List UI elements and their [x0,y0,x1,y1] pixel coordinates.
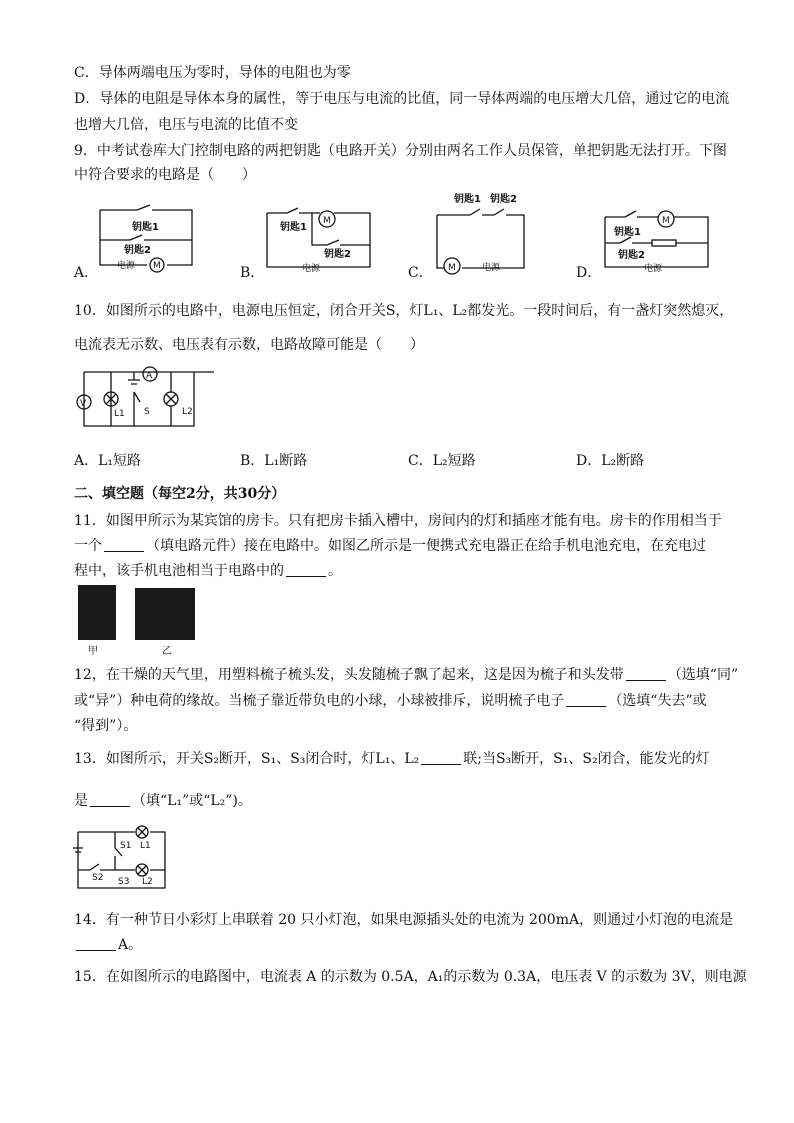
q12-text-c: 或“异”）种电荷的缘故。当梳子靠近带负电的小球，小球被排斥，说明梳子电子 [74,693,565,709]
q11-stem-line1: 11．如图甲所示为某宾馆的房卡。只有把房卡插入槽中，房间内的灯和插座才能有电。房卡的作用相当于 [74,513,722,529]
q11-blank-1[interactable] [104,537,144,552]
q12-text-a: 12，在干燥的天气里，用塑料梳子梳头发，头发随梳子飘了起来，这是因为梳子和头发带 [74,667,624,683]
q13-s2-label: S2 [92,873,104,883]
q13-text-a: 13．如图所示，开关S₂断开，S₁、S₃闭合时，灯L₁、L₂ [74,751,420,767]
q9-circuit-d [600,205,715,277]
q12-stem-line1 [74,666,738,684]
q10-l2-label: L2 [182,407,193,417]
q9-a-power-label: 电源 [117,261,136,271]
q9-option-b-label: B． [240,265,265,281]
q13-text-b: 联;当S₃断开，S₁、S₂闭合，能发光的灯 [463,751,710,767]
q10-option-a: A．L₁短路 [74,453,142,469]
q13-circuit [70,826,180,898]
q12-stem-line2 [74,692,707,710]
q9-d-key2-label: 钥匙2 [618,250,645,261]
q11-caption-a: 甲 [88,646,98,657]
q13-s1-label: S1 [120,841,132,851]
q11-stem-line2 [74,537,706,555]
q8-option-d-line1: D．导体的电阻是导体本身的属性，等于电压与电流的比值，同一导体两端的电压增大几倍，通过它的电流 [74,91,730,107]
q13-stem-line2 [74,792,252,810]
section-heading-fill-in: 二、填空题（每空2分，共30分） [74,486,286,502]
q12-stem-line3: “得到”）。 [74,718,138,734]
q14-stem-line1: 14．有一种节日小彩灯上串联着 20 只小灯泡，如果电源插头处的电流为 200mA，则通过小灯泡的电流是 [74,912,734,928]
q9-b-power-label: 电源 [302,264,321,274]
q13-text-d: （填“L₁”或“L₂”)。 [132,793,252,809]
q10-option-c: C．L₂短路 [408,453,476,469]
q13-blank-1[interactable] [421,750,461,765]
q10-stem-line2: 电流表无示数、电压表有示数，电路故障可能是（ ） [74,337,424,353]
q11-charger-photo [135,588,195,640]
q10-ammeter-symbol: A [146,371,153,381]
q9-c-key2-label: 钥匙2 [490,194,517,205]
q11-text-a: 一个 [74,538,102,554]
q9-c-motor-symbol: M [448,263,456,273]
q13-stem-line1 [74,750,710,768]
q9-circuit-a [92,200,202,275]
q11-room-card-photo [78,585,116,640]
q13-s3-label: S3 [118,877,130,887]
q9-circuit-b [262,205,377,275]
q9-d-key1-label: 钥匙1 [614,227,641,238]
q12-blank-2[interactable] [566,692,606,707]
q10-switch-label: S [144,407,150,417]
q9-circuit-c [432,190,532,278]
q9-b-key2-label: 钥匙2 [324,249,351,260]
q8-option-d-line2: 也增大几倍，电压与电流的比值不变 [74,117,298,133]
q13-l2-label: L2 [142,877,153,887]
q11-caption-b: 乙 [162,646,172,657]
q14-stem-line2 [74,936,142,954]
q9-stem-line1: 9．中考试卷库大门控制电路的两把钥匙（电路开关）分别由两名工作人员保管，单把钥匙无法打开。下图 [74,143,727,159]
q9-b-key1-label: 钥匙1 [280,222,307,233]
q12-text-b: （选填“同” [667,667,739,683]
q8-option-c: C．导体两端电压为零时，导体的电阻也为零 [74,65,351,81]
q9-a-key1-label: 钥匙1 [132,222,159,233]
q12-text-d: （选填“失去”或 [608,693,707,709]
q14-text-unit: A。 [118,937,143,953]
q15-stem-line1: 15．在如图所示的电路图中，电流表 A 的示数为 0.5A，A₁的示数为 0.3A，电压表 V 的示数为 3V，则电源 [74,969,747,985]
q9-a-key2-label: 钥匙2 [124,245,151,256]
q11-blank-2[interactable] [286,562,326,577]
q10-option-b: B．L₁断路 [240,453,308,469]
q11-text-d: 。 [328,563,342,579]
q9-option-d-label: D． [576,265,602,281]
q10-option-d: D．L₂断路 [576,453,645,469]
q9-d-motor-symbol: M [662,216,670,226]
q13-l1-label: L1 [140,841,151,851]
q9-option-a-label: A． [74,265,99,281]
q13-blank-2[interactable] [90,792,130,807]
q9-d-power-label: 电源 [644,264,663,274]
q9-a-motor-symbol: M [153,261,161,271]
q9-c-power-label: 电源 [482,263,501,273]
q10-circuit [76,362,201,432]
q9-stem-line2: 中符合要求的电路是（ ） [74,167,256,183]
q12-blank-1[interactable] [626,666,666,681]
q11-stem-line3 [74,562,342,580]
q11-text-c: 程中，该手机电池相当于电路中的 [74,563,284,579]
q14-blank-1[interactable] [76,936,116,951]
q10-l1-label: L1 [114,409,125,419]
q9-b-motor-symbol: M [323,216,331,226]
q13-text-c: 是 [74,793,88,809]
q9-option-c-label: C． [408,265,433,281]
q9-c-key1-label: 钥匙1 [454,194,481,205]
q10-stem-line1: 10．如图所示的电路中，电源电压恒定，闭合开关S，灯L₁、L₂都发光。一段时间后，有一盏灯突然熄灭， [74,303,734,319]
q11-text-b: （填电路元件）接在电路中。如图乙所示是一便携式充电器正在给手机电池充电，在充电过 [146,538,706,554]
q10-voltmeter-symbol: V [80,399,87,409]
